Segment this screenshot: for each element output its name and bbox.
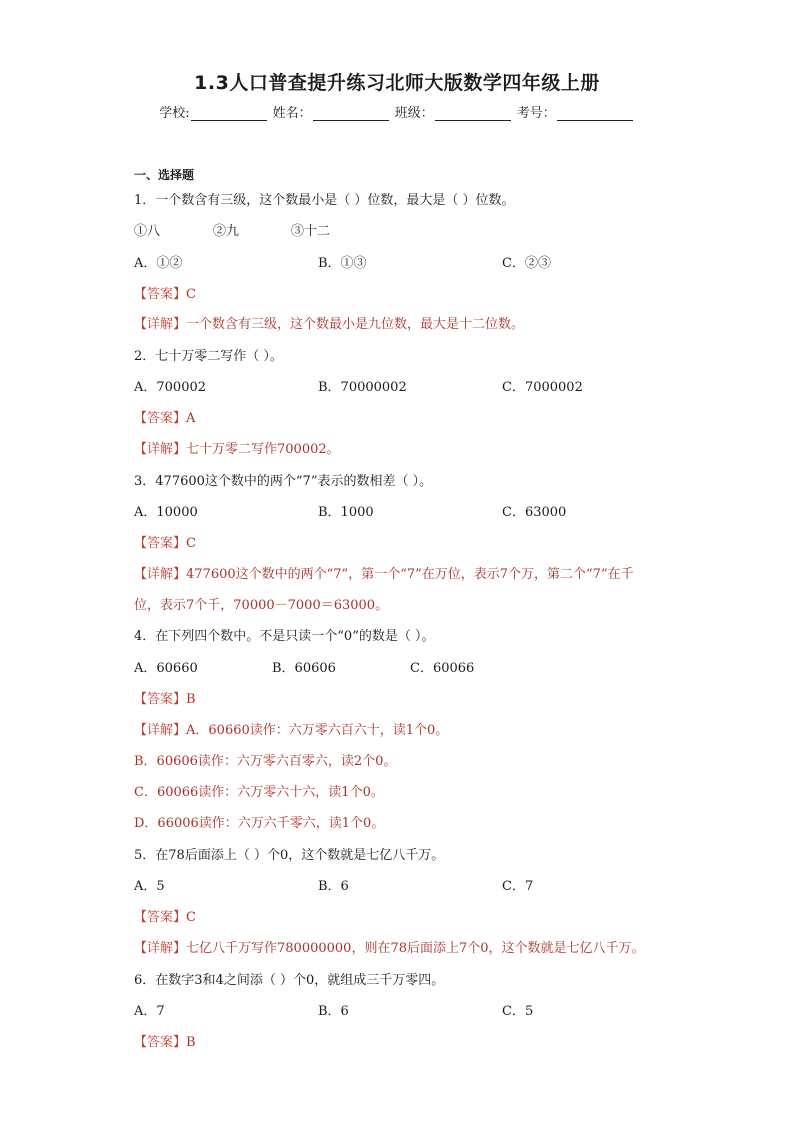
answer-tag: 【答案】	[134, 910, 187, 925]
q4-option-b[interactable]: B．60606	[272, 661, 336, 676]
q2-answer-value: A	[186, 411, 196, 426]
q2-detail	[134, 441, 340, 459]
q5-answer-value: C	[186, 910, 196, 925]
q4-detail-c: C．60066读作：六万零六十六，读1个0。	[134, 785, 384, 800]
q6-option-a[interactable]: A．7	[134, 1004, 165, 1019]
q4-detail-d: D．66006读作：六万六千零六，读1个0。	[134, 816, 385, 831]
student-info-line	[0, 102, 794, 121]
q3-detail-text-line1: 477600这个数中的两个“7”，第一个“7”在万位，表示7个万，第二个“7”在千	[186, 567, 634, 582]
q1-answer	[134, 286, 196, 304]
q5-option-a[interactable]: A．5	[134, 879, 165, 894]
name-blank[interactable]	[313, 106, 389, 121]
q3-detail-text-line2: 位，表示7个千，70000－7000＝63000。	[134, 598, 389, 613]
q1-answer-value: C	[186, 287, 196, 302]
q4-answer-value: B	[186, 692, 196, 707]
q3-option-b[interactable]: B．1000	[318, 505, 374, 520]
exam-number-label: 考号：	[516, 106, 556, 121]
exam-number-field	[517, 102, 635, 121]
q6-answer	[134, 1034, 196, 1052]
section-heading: 一、选择题	[134, 168, 195, 182]
q4-option-c[interactable]: C．60066	[410, 661, 475, 676]
answer-tag: 【答案】	[134, 1035, 187, 1050]
q4-detail-b: B．60606读作：六万零六百零六，读2个0。	[134, 754, 397, 769]
question-6-stem: 6．在数字3和4之间添（ ）个0，就组成三千万零四。	[134, 973, 445, 988]
q1-option-c[interactable]: C．②③	[502, 256, 551, 271]
q5-detail-text: 七亿八千万写作780000000，则在78后面添上7个0，这个数就是七亿八千万。	[186, 941, 645, 956]
name-field	[273, 102, 391, 121]
q1-item-1: ①八	[134, 224, 161, 239]
q2-option-b[interactable]: B．70000002	[318, 380, 407, 395]
question-4-stem: 4．在下列四个数中。不是只读一个“0”的数是（ ）。	[134, 629, 435, 644]
q5-option-b[interactable]: B．6	[318, 879, 349, 894]
class-label: 班级：	[394, 106, 434, 121]
q3-option-c[interactable]: C．63000	[502, 505, 567, 520]
answer-tag: 【答案】	[134, 411, 187, 426]
exam-number-blank[interactable]	[557, 106, 633, 121]
answer-tag: 【答案】	[134, 287, 187, 302]
q5-detail	[134, 940, 645, 958]
detail-tag: 【详解】	[134, 723, 187, 738]
q1-option-a[interactable]: A．①②	[134, 256, 183, 271]
question-2-stem: 2．七十万零二写作（ ）。	[134, 349, 283, 364]
detail-tag: 【详解】	[134, 567, 187, 582]
class-blank[interactable]	[435, 106, 511, 121]
answer-tag: 【答案】	[134, 692, 187, 707]
q2-answer	[134, 410, 195, 428]
q4-option-a[interactable]: A．60660	[134, 661, 198, 676]
school-field	[159, 102, 268, 121]
q3-option-a[interactable]: A．10000	[134, 505, 198, 520]
q2-detail-text: 七十万零二写作700002。	[186, 442, 340, 457]
school-blank[interactable]	[191, 106, 267, 121]
q2-option-a[interactable]: A．700002	[134, 380, 207, 395]
q1-option-b[interactable]: B．①③	[318, 256, 367, 271]
q1-item-2: ②九	[213, 224, 240, 239]
detail-tag: 【详解】	[134, 317, 187, 332]
q4-detail	[134, 722, 448, 740]
q3-answer	[134, 535, 196, 553]
q1-detail-text: 一个数含有三级，这个数最小是九位数，最大是十二位数。	[186, 317, 525, 332]
school-label: 学校:	[159, 106, 190, 121]
q3-detail-continued	[134, 597, 388, 615]
question-5-stem: 5．在78后面添上（ ）个0，这个数就是七亿八千万。	[134, 848, 445, 863]
q2-option-c[interactable]: C．7000002	[502, 380, 583, 395]
question-1-stem: 1．一个数含有三级，这个数最小是（ ）位数，最大是（ ）位数。	[134, 193, 515, 208]
q1-item-3: ③十二	[291, 224, 331, 239]
q5-answer	[134, 909, 196, 927]
q4-detail-a: A．60660读作：六万零六百六十，读1个0。	[186, 723, 449, 738]
detail-tag: 【详解】	[134, 941, 187, 956]
class-field	[395, 102, 513, 121]
answer-tag: 【答案】	[134, 536, 187, 551]
question-3-stem: 3．477600这个数中的两个“7”表示的数相差（ ）。	[134, 474, 433, 489]
q1-detail	[134, 316, 524, 334]
q3-answer-value: C	[186, 536, 196, 551]
detail-tag: 【详解】	[134, 442, 187, 457]
q5-option-c[interactable]: C．7	[502, 879, 534, 894]
page-title: 1.3人口普查提升练习北师大版数学四年级上册	[194, 72, 600, 94]
q3-detail	[134, 566, 634, 584]
q6-option-b[interactable]: B．6	[318, 1004, 349, 1019]
q6-answer-value: B	[186, 1035, 196, 1050]
q6-option-c[interactable]: C．5	[502, 1004, 534, 1019]
q4-answer	[134, 691, 196, 709]
name-label: 姓名：	[272, 106, 312, 121]
